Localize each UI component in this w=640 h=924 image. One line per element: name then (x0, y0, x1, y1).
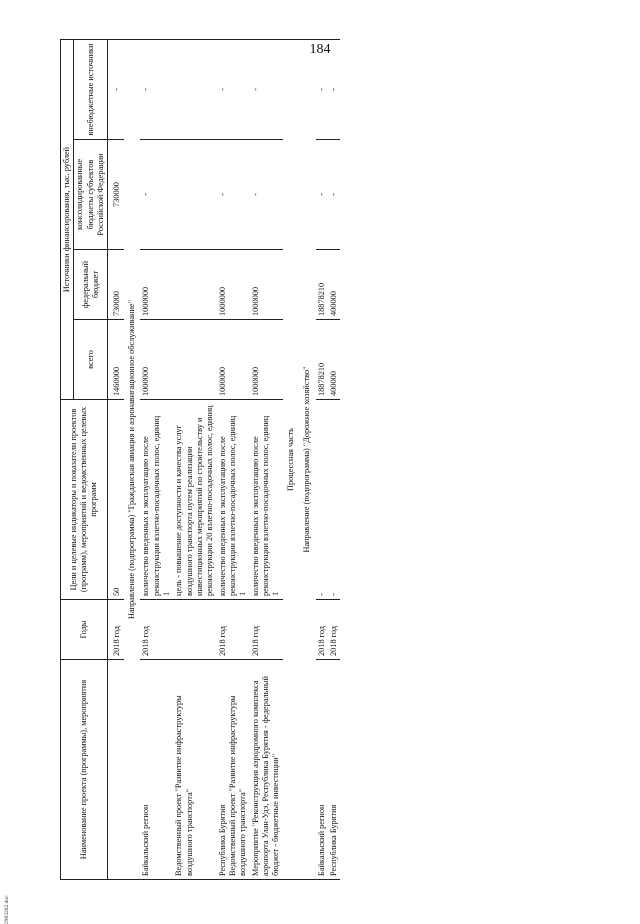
cell-year: 2018 год (328, 600, 340, 660)
cell-total: 1460000 (108, 320, 124, 400)
cell-goal: количество введенных в эксплуатацию после реконструкции взлетно-посадочных полос, единиц 1 (140, 400, 173, 600)
table-row (140, 40, 173, 880)
cell-offbudget: - (140, 40, 173, 140)
table-row (250, 40, 283, 880)
cell-regional: - (217, 140, 250, 250)
header-federal: федеральный бюджет (74, 250, 108, 320)
table-row (328, 40, 340, 880)
table-row (173, 40, 216, 880)
cell-name: Республика Бурятия Ведомственный проект "Развитие инфраструктуры воздушного транспорта" (217, 660, 250, 880)
cell-federal: 400000 (328, 250, 340, 320)
page-number: 184 (309, 42, 331, 57)
cell-goal: - (316, 400, 328, 600)
cell-total: 400000 (328, 320, 340, 400)
cell-federal: 18878210 (316, 250, 328, 320)
header-offbudget: внебюджетные источники (74, 40, 108, 140)
cell-offbudget: - (328, 40, 340, 140)
table-row (283, 40, 299, 880)
cell-year: 2018 год (108, 600, 124, 660)
cell-regional (173, 140, 216, 250)
table-row (124, 40, 140, 880)
cell-year: 2018 год (250, 600, 283, 660)
table-header (61, 40, 108, 880)
section-heading: Процессная часть (283, 40, 299, 880)
cell-year: 2018 год (140, 600, 173, 660)
cell-name: Байкальский регион (140, 660, 173, 880)
file-name-text: 2903202.doc (4, 895, 10, 924)
cell-federal: 1000000 (250, 250, 283, 320)
cell-goal: - (328, 400, 340, 600)
cell-goal: цель - повышение доступности и качества услуг воздушного транспорта путем реализации инвестиционных мероприятий по строительству и реконструкции 20 взлетно-посадочных полос, единиц (173, 400, 216, 600)
section-heading: Направление (подпрограмма) "Гражданская авиация и аэронавигационное обслуживание" (124, 40, 140, 880)
cell-goal: количество введенных в эксплуатацию после реконструкции взлетно-посадочных полос, единиц 1 (217, 400, 250, 600)
table-row (316, 40, 328, 880)
section-heading: Направление (подпрограмма) "Дорожное хозяйство" (299, 40, 315, 880)
header-goals: Цели и целевые индикаторы и показатели проектов (программ), мероприятий и ведомственных целевых программ (61, 400, 108, 600)
cell-offbudget: - (250, 40, 283, 140)
cell-regional: - (250, 140, 283, 250)
table-row (108, 40, 124, 880)
cell-offbudget (173, 40, 216, 140)
cell-federal: 1000000 (217, 250, 250, 320)
table-row (299, 40, 315, 880)
cell-total (173, 320, 216, 400)
header-total: всего (74, 320, 108, 400)
header-regional: консолидированные бюджеты субъектов Российской Федерации (74, 140, 108, 250)
cell-federal: 1000000 (140, 250, 173, 320)
cell-total: 1000000 (250, 320, 283, 400)
cell-regional: - (316, 140, 328, 250)
cell-name: Ведомственный проект "Развитие инфраструктуры воздушного транспорта" (173, 660, 216, 880)
cell-offbudget: - (316, 40, 328, 140)
cell-name: Байкальский регион (316, 660, 328, 880)
table-row (217, 40, 250, 880)
cell-total: 18878210 (316, 320, 328, 400)
financing-table (60, 39, 340, 880)
header-name: Наименование проекта (программы), мероприятия (61, 660, 108, 880)
table-body (108, 40, 340, 880)
file-name (4, 872, 24, 924)
header-years: Годы (61, 600, 108, 660)
cell-regional: 730000 (108, 140, 124, 250)
cell-total: 1000000 (217, 320, 250, 400)
cell-year (173, 600, 216, 660)
cell-regional: - (140, 140, 173, 250)
cell-year: 2018 год (217, 600, 250, 660)
cell-name (108, 660, 124, 880)
cell-offbudget: - (108, 40, 124, 140)
cell-name: Мероприятие "Реконструкция аэродромного комплекса аэропорта Улан-Удэ, Республика Бурятия - федеральный бюджет - бюджетные инвестиции" (250, 660, 283, 880)
cell-federal: 730000 (108, 250, 124, 320)
cell-year: 2018 год (316, 600, 328, 660)
cell-offbudget: - (217, 40, 250, 140)
cell-name: Республика Бурятия (328, 660, 340, 880)
header-sources: Источники финансирования, тыс. рублей (61, 40, 74, 400)
cell-total: 1000000 (140, 320, 173, 400)
cell-regional: - (328, 140, 340, 250)
landscape-table-container (60, 40, 605, 880)
cell-federal (173, 250, 216, 320)
cell-goal: количество введенных в эксплуатацию после реконструкции взлетно-посадочных полос, единиц 1 (250, 400, 283, 600)
cell-goal: 50 (108, 400, 124, 600)
